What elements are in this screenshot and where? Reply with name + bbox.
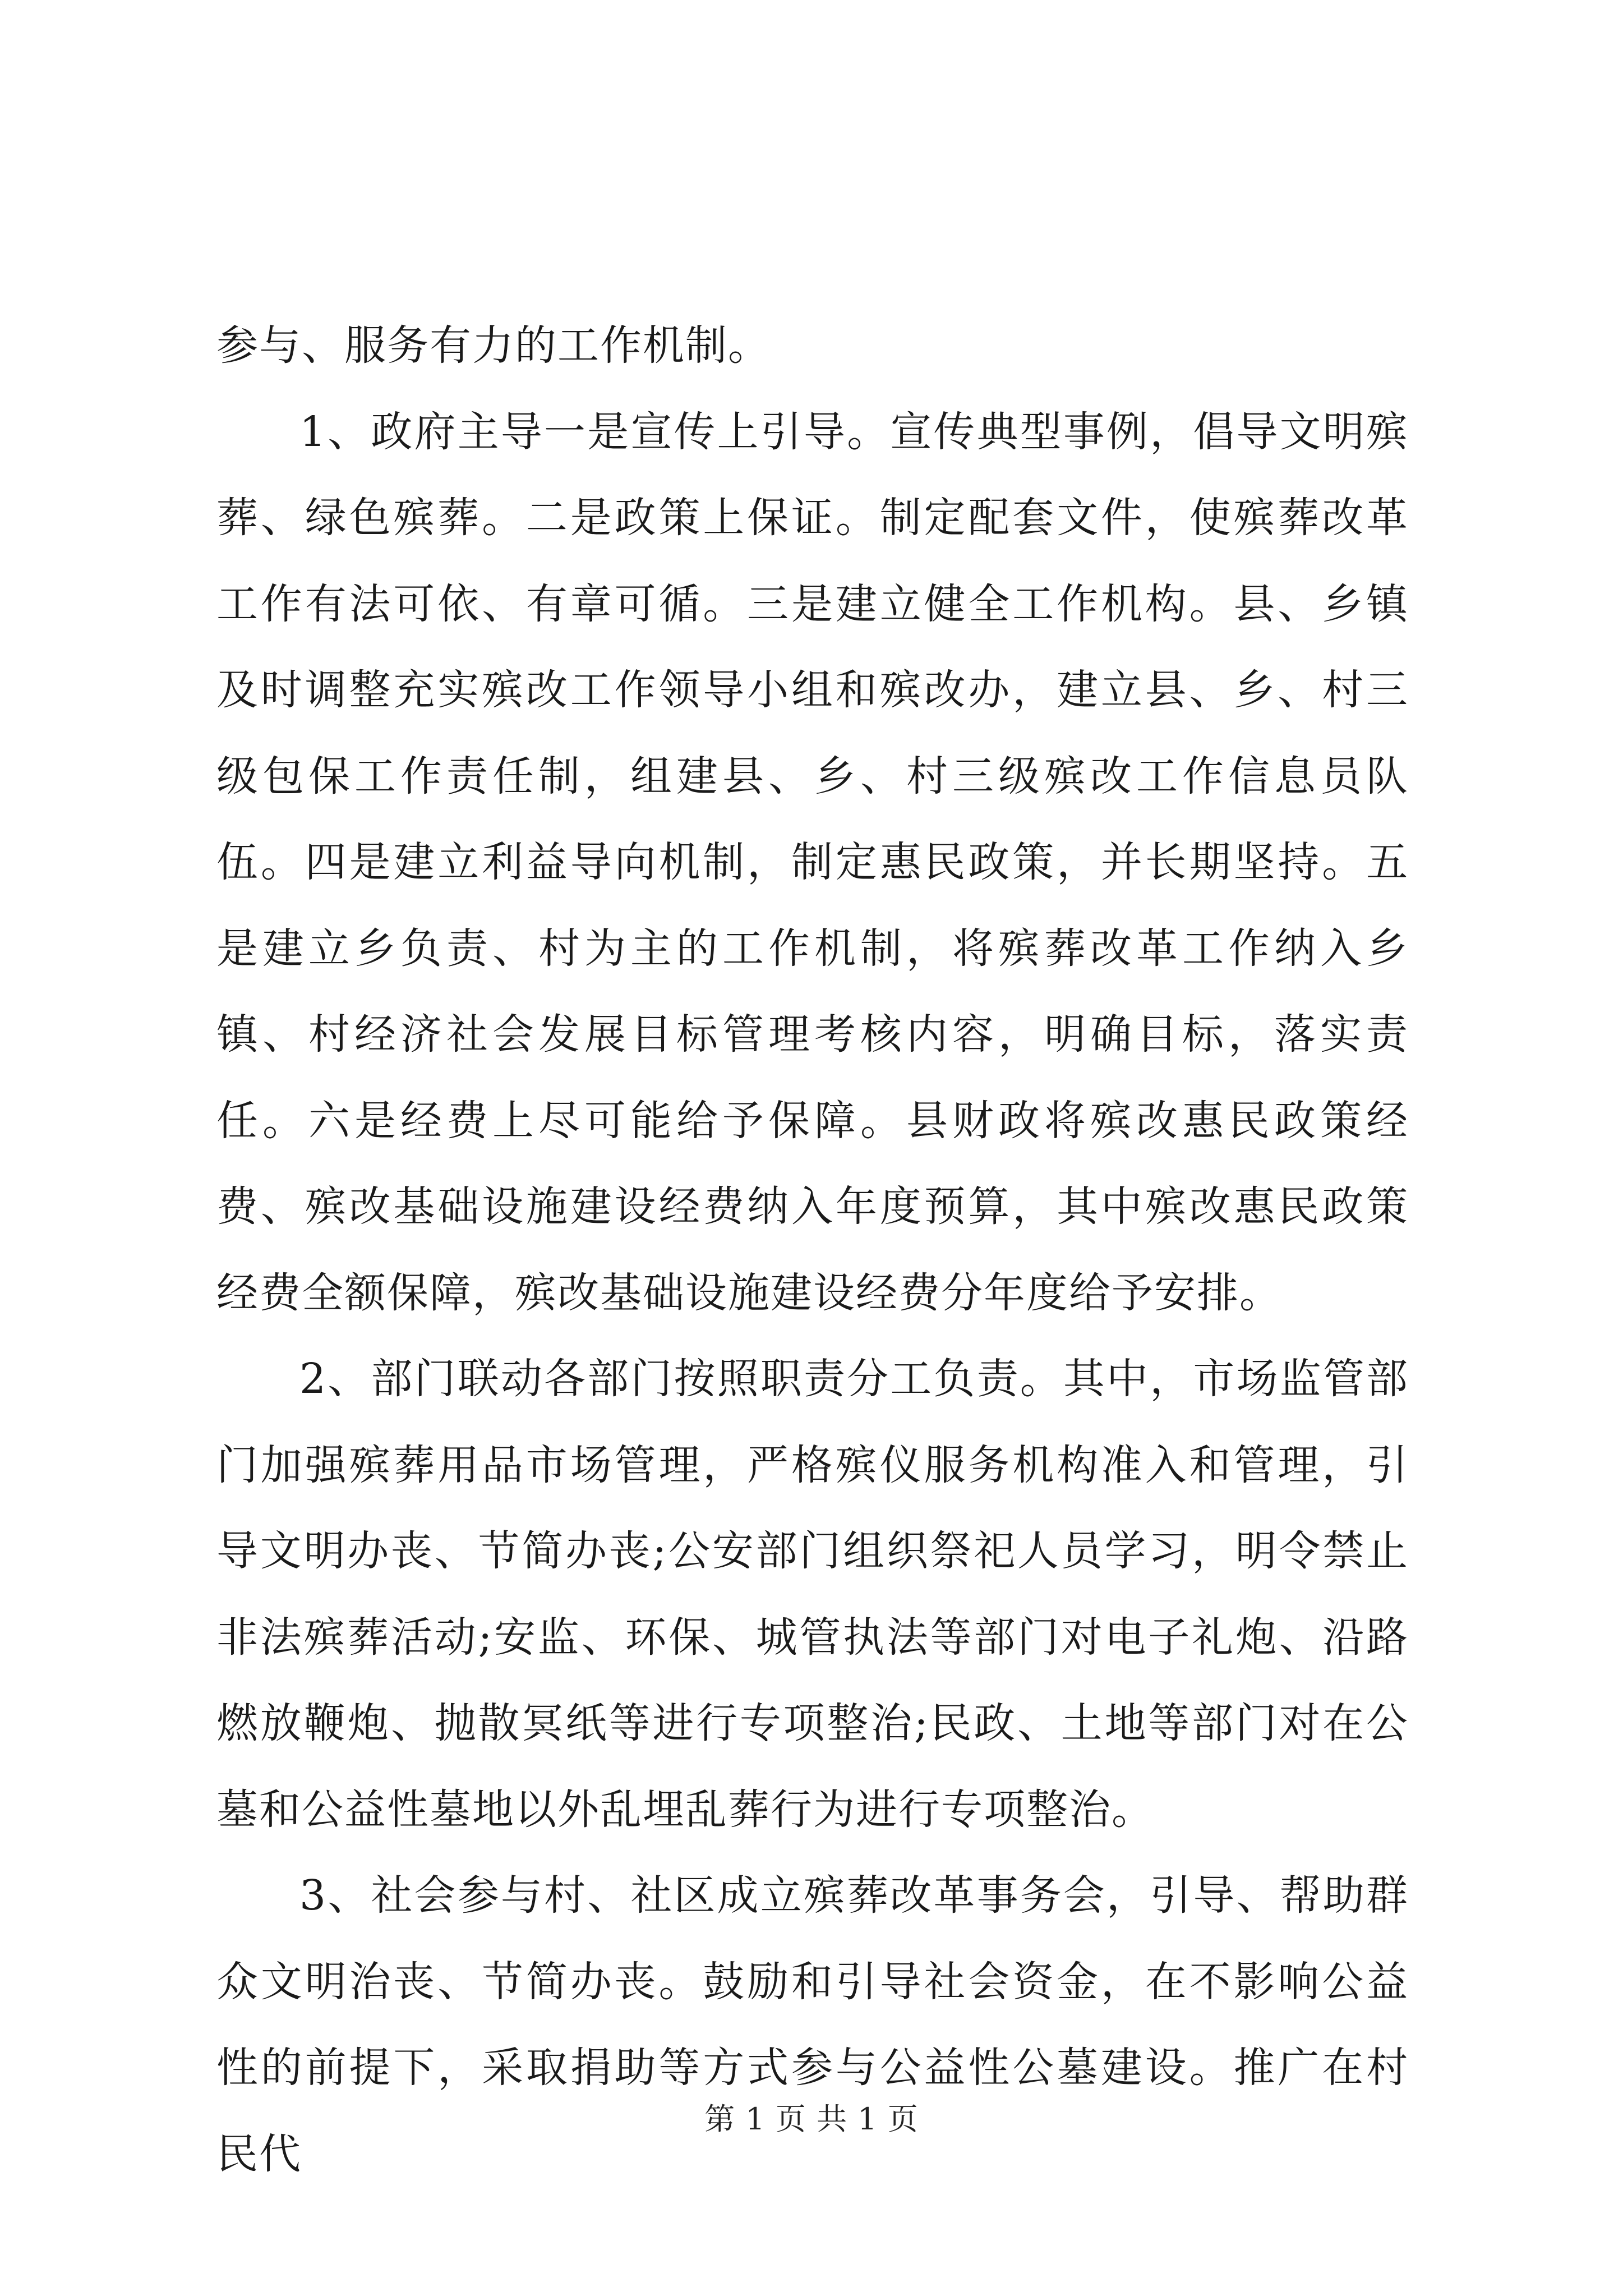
document-body xyxy=(216,303,1409,2197)
paragraph-department-coordination: 2、部门联动各部门按照职责分工负责。其中，市场监管部门加强殡葬用品市场管理，严格殡仪服务机构准入和管理，引导文明办丧、节简办丧;公安部门组织祭祀人员学习，明令禁止非法殡葬活动;安监、环保、城管执法等部门对电子礼炮、沿路燃放鞭炮、抛散冥纸等进行专项整治;民政、土地等部门对在公墓和公益性墓地以外乱埋乱葬行为进行专项整治。 xyxy=(216,1355,1409,1834)
paragraph-continuation: 参与、服务有力的工作机制。 xyxy=(216,321,771,370)
page-number-footer: 第 1 页 共 1 页 xyxy=(704,2101,919,2137)
paragraph-social-participation: 3、社会参与村、社区成立殡葬改革事务会，引导、帮助群众文明治丧、节简办丧。鼓励和引导社会资金，在不影响公益性的前提下，采取捐助等方式参与公益性公墓建设。推广在村民代 xyxy=(216,1871,1409,2178)
paragraph-government-leadership: 1、政府主导一是宣传上引导。宣传典型事例，倡导文明殡葬、绿色殡葬。二是政策上保证。制定配套文件，使殡葬改革工作有法可依、有章可循。三是建立健全工作机构。县、乡镇及时调整充实殡改工作领导小组和殡改办，建立县、乡、村三级包保工作责任制，组建县、乡、村三级殡改工作信息员队伍。四是建立利益导向机制，制定惠民政策，并长期坚持。五是建立乡负责、村为主的工作机制，将殡葬改革工作纳入乡镇、村经济社会发展目标管理考核内容，明确目标，落实责任。六是经费上尽可能给予保障。县财政将殡改惠民政策经费、殡改基础设施建设经费纳入年度预算，其中殡改惠民政策经费全额保障，殡改基础设施建设经费分年度给予安排。 xyxy=(216,407,1409,1317)
